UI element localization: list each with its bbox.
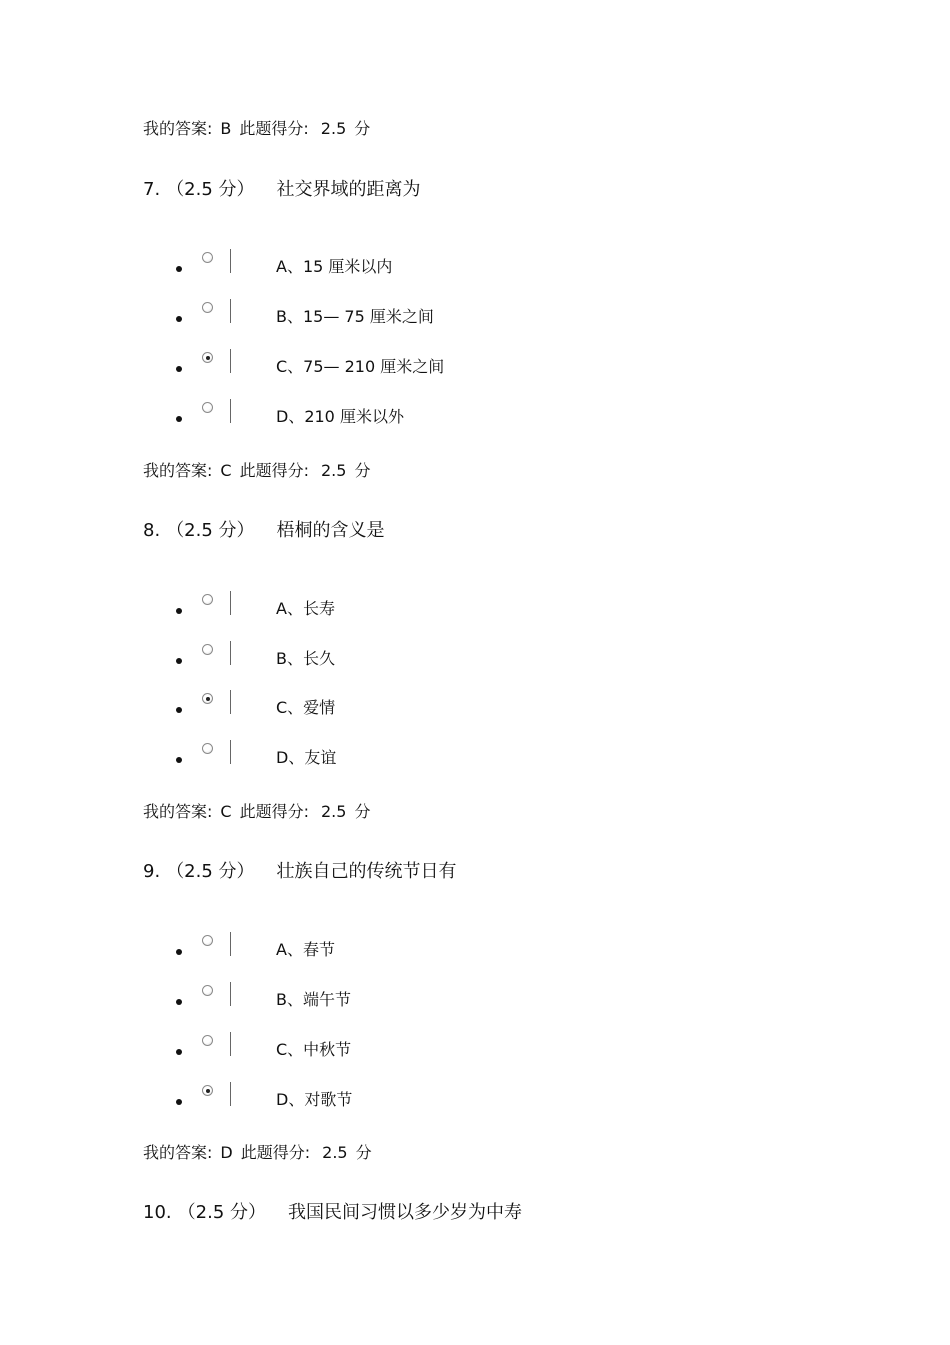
question-number: 9. — [143, 861, 161, 882]
answer-line — [143, 802, 370, 822]
option-row[interactable] — [0, 740, 950, 770]
bullet-dot — [176, 608, 182, 614]
bullet-dot — [176, 949, 182, 955]
radio-button[interactable] — [202, 985, 213, 996]
score-value: 2.5 — [322, 1143, 348, 1162]
answer-label: 我的答案: — [143, 119, 213, 138]
question-text: 我国民间习惯以多少岁为中寿 — [288, 1202, 522, 1223]
question-number: 8. — [143, 520, 161, 541]
score-value: 2.5 — [320, 802, 347, 821]
question-points: （2.5 分） — [177, 1202, 266, 1223]
option-label: D、对歌节 — [276, 1090, 353, 1109]
score-unit: 分 — [354, 461, 371, 480]
bullet-dot — [176, 999, 182, 1005]
divider — [230, 299, 231, 323]
radio-button[interactable] — [202, 594, 213, 605]
divider — [230, 349, 231, 373]
question-number: 7. — [143, 179, 161, 200]
option-label: D、友谊 — [276, 748, 337, 767]
radio-button-selected[interactable] — [202, 693, 213, 704]
score-label: 此题得分: — [239, 119, 309, 138]
answer-value: C — [220, 802, 232, 821]
divider — [230, 740, 231, 764]
option-row[interactable] — [0, 249, 950, 279]
score-label: 此题得分: — [240, 1143, 311, 1162]
score-value: 2.5 — [320, 119, 347, 138]
question-points: （2.5 分） — [166, 520, 255, 541]
score-unit: 分 — [354, 802, 371, 821]
bullet-dot — [176, 366, 182, 372]
question-text: 梧桐的含义是 — [276, 520, 385, 541]
score-unit: 分 — [354, 119, 371, 138]
option-row[interactable] — [0, 982, 950, 1012]
score-unit: 分 — [355, 1143, 372, 1162]
radio-button-selected[interactable] — [202, 352, 213, 363]
option-row[interactable] — [0, 591, 950, 621]
answer-label: 我的答案: — [143, 1143, 213, 1162]
bullet-dot — [176, 707, 182, 713]
option-label: A、长寿 — [276, 599, 335, 618]
answer-label: 我的答案: — [143, 802, 213, 821]
answer-value: D — [220, 1143, 233, 1162]
option-label: A、15 厘米以内 — [276, 257, 393, 276]
question-text: 壮族自己的传统节日有 — [276, 861, 457, 882]
question-title — [143, 861, 457, 883]
bullet-dot — [176, 416, 182, 422]
divider — [230, 1032, 231, 1056]
option-row[interactable] — [0, 932, 950, 962]
bullet-dot — [176, 658, 182, 664]
divider — [230, 249, 231, 273]
option-row[interactable] — [0, 349, 950, 379]
answer-value: C — [220, 461, 232, 480]
radio-button[interactable] — [202, 644, 213, 655]
answer-line — [143, 119, 370, 139]
option-label: C、爱情 — [276, 698, 336, 717]
divider — [230, 1082, 231, 1106]
option-row[interactable] — [0, 1082, 950, 1112]
option-row[interactable] — [0, 641, 950, 671]
divider — [230, 982, 231, 1006]
bullet-dot — [176, 266, 182, 272]
radio-button[interactable] — [202, 302, 213, 313]
divider — [230, 690, 231, 714]
bullet-dot — [176, 757, 182, 763]
divider — [230, 932, 231, 956]
divider — [230, 641, 231, 665]
question-points: （2.5 分） — [166, 861, 255, 882]
radio-button[interactable] — [202, 402, 213, 413]
option-row[interactable] — [0, 399, 950, 429]
option-label: A、春节 — [276, 940, 335, 959]
option-label: D、210 厘米以外 — [276, 407, 404, 426]
bullet-dot — [176, 1049, 182, 1055]
question-title — [143, 179, 421, 201]
answer-label: 我的答案: — [143, 461, 213, 480]
question-title — [143, 1202, 522, 1224]
radio-button[interactable] — [202, 935, 213, 946]
option-label: B、端午节 — [276, 990, 351, 1009]
question-number: 10. — [143, 1202, 172, 1223]
answer-line — [143, 461, 370, 481]
answer-value: B — [220, 119, 232, 138]
score-label: 此题得分: — [239, 802, 309, 821]
radio-button[interactable] — [202, 743, 213, 754]
score-label: 此题得分: — [239, 461, 309, 480]
radio-button-selected[interactable] — [202, 1085, 213, 1096]
score-value: 2.5 — [320, 461, 347, 480]
option-row[interactable] — [0, 690, 950, 720]
answer-line — [143, 1143, 372, 1163]
option-label: C、75— 210 厘米之间 — [276, 357, 445, 376]
option-label: C、中秋节 — [276, 1040, 352, 1059]
option-label: B、15— 75 厘米之间 — [276, 307, 434, 326]
question-points: （2.5 分） — [166, 179, 255, 200]
bullet-dot — [176, 316, 182, 322]
question-text: 社交界域的距离为 — [276, 179, 421, 200]
divider — [230, 399, 231, 423]
option-row[interactable] — [0, 299, 950, 329]
radio-button[interactable] — [202, 252, 213, 263]
option-row[interactable] — [0, 1032, 950, 1062]
divider — [230, 591, 231, 615]
bullet-dot — [176, 1099, 182, 1105]
question-title — [143, 520, 385, 542]
option-label: B、长久 — [276, 649, 335, 668]
radio-button[interactable] — [202, 1035, 213, 1046]
